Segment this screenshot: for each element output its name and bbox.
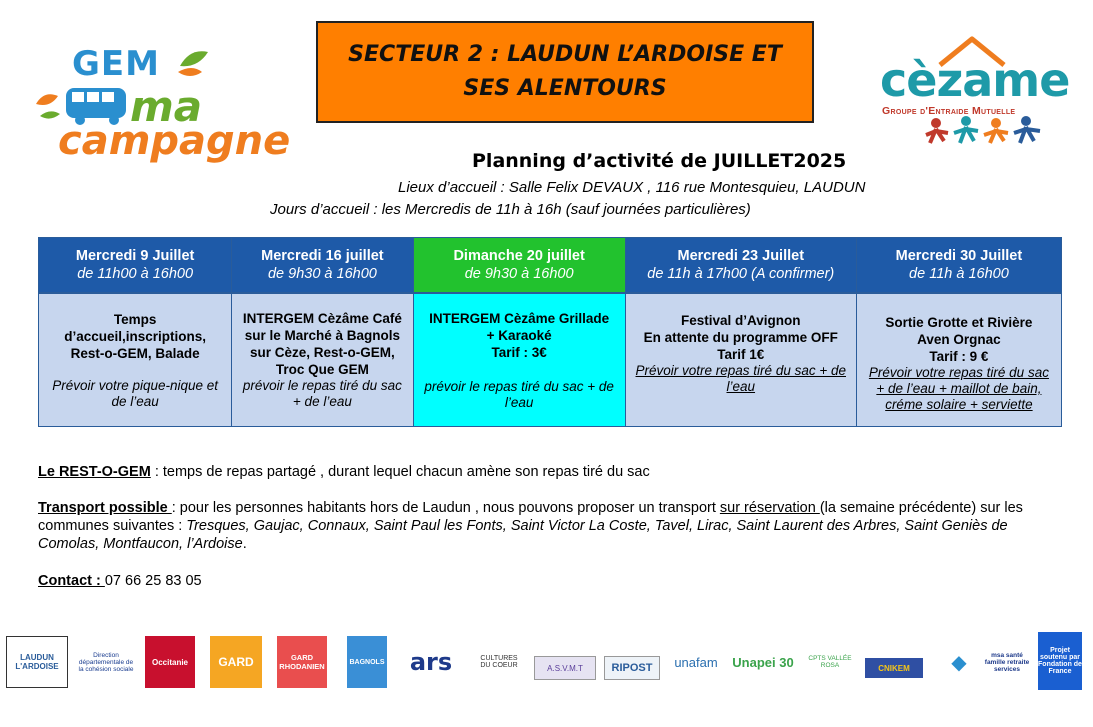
cnikem-logo: CNIKEM xyxy=(865,658,923,678)
jours-accueil: Jours d’accueil : les Mercredis de 11h à 16h (sauf journées particulières) xyxy=(270,201,751,218)
laudun-logo: LAUDUN L'ARDOISE xyxy=(6,636,68,688)
gem-logo-line1: GEM xyxy=(72,44,160,84)
contact-paragraph xyxy=(38,572,1053,590)
title-box xyxy=(316,21,814,123)
schedule-column xyxy=(39,238,232,426)
column-time: de 9h30 à 16h00 xyxy=(267,266,377,282)
activity-note: Prévoir votre repas tiré du sac + de l’eau xyxy=(635,363,846,394)
activity-text: Temps d’accueil,inscriptions, Rest-o-GEM, Balade xyxy=(64,312,207,361)
column-header xyxy=(232,238,412,294)
activity-note: Prévoir votre pique-nique et de l’eau xyxy=(52,378,219,409)
rest-o-gem-paragraph xyxy=(38,463,1053,481)
transport-text-2: (la semaine précédente) sur les communes suivantes : xyxy=(38,500,1023,534)
contact-label: Contact : xyxy=(38,573,105,589)
column-time: de 11h à 17h00 (A confirmer) xyxy=(647,266,835,282)
activity-note: prévoir le repas tiré du sac + de l’eau xyxy=(424,379,614,410)
column-body xyxy=(232,294,412,426)
column-header xyxy=(39,238,231,294)
schedule-column xyxy=(232,238,413,426)
republique-francaise-logo: Direction départementale de la cohésion sociale xyxy=(78,651,134,673)
column-time: de 9h30 à 16h00 xyxy=(464,266,574,282)
gem-logo-line3: campagne xyxy=(58,118,291,164)
cpts-logo: CPTS VALLÉE ROSA xyxy=(808,655,852,669)
ripost-logo: RIPOST xyxy=(604,656,660,680)
column-time: de 11h à 16h00 xyxy=(909,266,1009,282)
contact-phone: 07 66 25 83 05 xyxy=(104,573,202,589)
unapei-logo: Unapei 30 xyxy=(732,654,794,670)
planning-title: Planning d’activité de JUILLET2025 xyxy=(472,150,847,172)
partner-logos xyxy=(0,636,1093,698)
occitanie-logo: Occitanie xyxy=(145,636,195,688)
asvmt-logo: A.S.V.M.T xyxy=(534,656,596,680)
schedule-column xyxy=(414,238,626,426)
column-day: Dimanche 20 juillet xyxy=(453,248,585,264)
column-body xyxy=(626,294,856,426)
column-day: Mercredi 16 juillet xyxy=(261,248,384,264)
activity-text: Festival d’Avignon En attente du programme OFF Tarif 1€ xyxy=(643,313,838,362)
activity-note: prévoir le repas tiré du sac + de l’eau xyxy=(242,378,402,409)
transport-label: Transport possible xyxy=(38,500,172,516)
page-title: SECTEUR 2 : LAUDUN L’ARDOISE ET SES ALENTOURS xyxy=(348,42,782,101)
activity-text: Sortie Grotte et Rivière Aven Orgnac Tarif : 9 € xyxy=(885,315,1033,364)
activity-text: INTERGEM Cèzâme Grillade + Karaoké Tarif : 3€ xyxy=(429,311,610,360)
column-day: Mercredi 9 Juillet xyxy=(75,248,195,264)
schedule-table xyxy=(38,237,1062,427)
cultures-du-coeur-logo: CULTURES DU COEUR xyxy=(480,655,518,669)
transport-paragraph xyxy=(38,499,1053,553)
column-body xyxy=(414,294,625,426)
rest-o-gem-text: : temps de repas partagé , durant lequel chacun amène son repas tiré du sac xyxy=(150,464,650,480)
map-icon: ◆ xyxy=(951,651,967,674)
schedule-column xyxy=(857,238,1061,426)
cezame-subtitle: Groupe d'Entraide Mutuelle xyxy=(882,105,1016,117)
gard-logo: GARD xyxy=(210,636,262,688)
bagnols-logo: BAGNOLS xyxy=(347,636,387,688)
transport-end: . xyxy=(242,536,247,552)
transport-text: : pour les personnes habitants hors de Laudun , nous pouvons proposer un transport xyxy=(171,500,720,516)
gem-logo-line2: ma xyxy=(130,82,203,131)
gem-ma-campagne-logo xyxy=(30,42,291,172)
unafam-logo: unafam xyxy=(674,654,718,670)
column-header xyxy=(626,238,856,294)
fondation-de-france-logo: Projet soutenu par Fondation de France xyxy=(1038,632,1082,690)
rest-o-gem-label: Le REST-O-GEM xyxy=(38,464,151,480)
cezame-wordmark: cèzame xyxy=(880,53,1070,107)
transport-communes: Tresques, Gaujac, Connaux, Saint Paul les Fonts, Saint Victor La Coste, Tavel, Lirac, Saint Laurent des Arbres, Saint Geniès de Comolas, Montfaucon, l’Ardoise xyxy=(38,518,1008,552)
column-day: Mercredi 30 Juillet xyxy=(895,248,1023,264)
column-body xyxy=(857,294,1061,426)
column-header xyxy=(857,238,1061,294)
transport-reservation: sur réservation xyxy=(719,500,820,516)
lieux-accueil: Lieux d’accueil : Salle Felix DEVAUX , 116 rue Montesquieu, LAUDUN xyxy=(398,179,866,196)
column-time: de 11h00 à 16h00 xyxy=(77,266,194,282)
activity-text: INTERGEM Cèzâme Café sur le Marché à Bagnols sur Cèze, Rest-o-GEM, Troc Que GEM xyxy=(242,311,402,377)
gard-rhodanien-logo: GARD RHODANIEN xyxy=(277,636,327,688)
column-header xyxy=(414,238,625,294)
ars-logo: ars xyxy=(409,648,453,676)
cezame-logo xyxy=(870,35,1070,165)
column-day: Mercredi 23 Juillet xyxy=(677,248,805,264)
msa-logo: msa santé famille retraite services xyxy=(984,651,1030,673)
column-body xyxy=(39,294,231,426)
schedule-column xyxy=(626,238,857,426)
activity-note: Prévoir votre repas tiré du sac + de l’eau + maillot de bain, créme solaire + serviette xyxy=(868,365,1049,412)
